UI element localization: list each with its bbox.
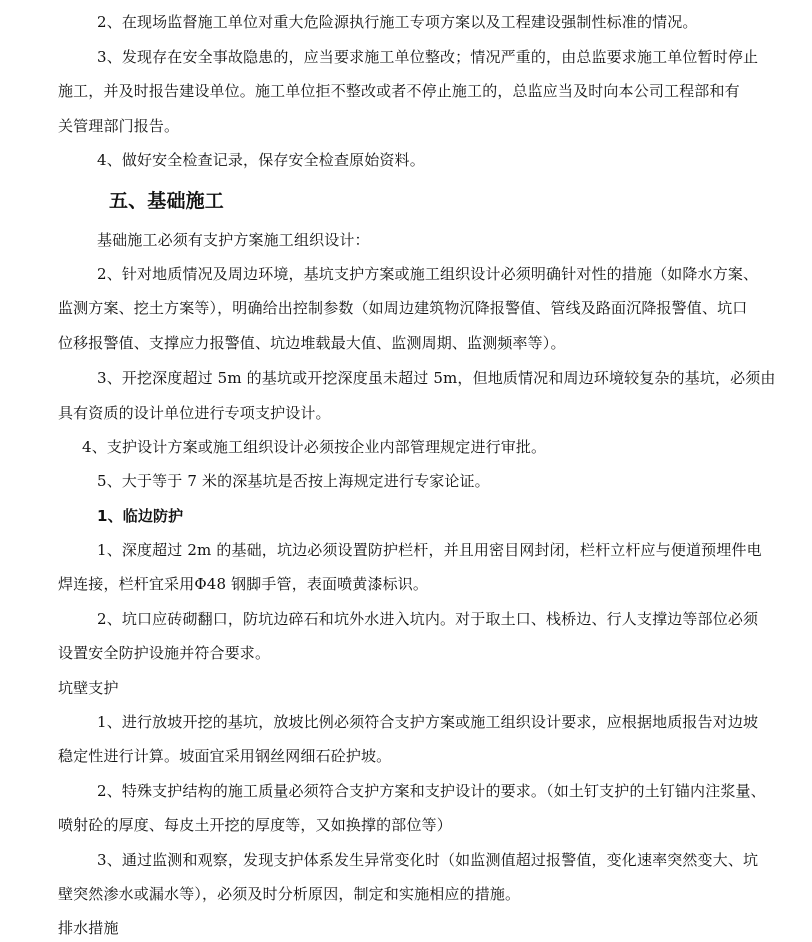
text-line: 3、发现存在安全事故隐患的，应当要求施工单位整改；情况严重的，由总监要求施工单位暂时停止: [97, 48, 759, 66]
text-line: 基础施工必须有支护方案施工组织设计：: [97, 231, 370, 249]
text-line: 设置安全防护设施并符合要求。: [58, 644, 271, 662]
text-line: 具有资质的设计单位进行专项支护设计。: [58, 404, 331, 422]
text-line: 1、进行放坡开挖的基坑，放坡比例必须符合支护方案或施工组织设计要求，应根据地质报告对边坡: [97, 713, 759, 731]
text-line: 4、支护设计方案或施工组织设计必须按企业内部管理规定进行审批。: [82, 438, 547, 456]
text-line: 壁突然渗水或漏水等），必须及时分析原因，制定和实施相应的措施。: [58, 885, 521, 903]
subsection-label: 排水措施: [58, 919, 119, 937]
text-line: 4、做好安全检查记录，保存安全检查原始资料。: [97, 151, 425, 169]
text-line: 焊连接，栏杆宜采用Φ48 钢脚手管，表面喷黄漆标识。: [58, 575, 429, 593]
text-line: 5、大于等于 7 米的深基坑是否按上海规定进行专家论证。: [97, 472, 490, 490]
text-line: 3、开挖深度超过 5m 的基坑或开挖深度虽未超过 5m，但地质情况和周边环境较复杂的基坑，必须由: [97, 369, 776, 387]
text-line: 2、针对地质情况及周边环境，基坑支护方案或施工组织设计必须明确针对性的措施（如降水方案、: [97, 265, 759, 283]
subsection-heading: 1、临边防护: [97, 507, 184, 525]
text-line: 监测方案、挖土方案等），明确给出控制参数（如周边建筑物沉降报警值、管线及路面沉降报警值、坑口: [58, 299, 748, 317]
text-line: 2、在现场监督施工单位对重大危险源执行施工专项方案以及工程建设强制性标准的情况。: [97, 13, 698, 31]
text-line: 2、特殊支护结构的施工质量必须符合支护方案和支护设计的要求。（如土钉支护的土钉锚内注浆量、: [97, 782, 766, 800]
text-line: 施工，并及时报告建设单位。施工单位拒不整改或者不停止施工的，总监应当及时向本公司工程部和有: [58, 82, 740, 100]
text-line: 3、通过监测和观察，发现支护体系发生异常变化时（如监测值超过报警值，变化速率突然变大、坑: [97, 851, 759, 869]
text-line: 关管理部门报告。: [58, 117, 180, 135]
text-line: 喷射砼的厚度、每皮土开挖的厚度等，又如换撑的部位等）: [58, 816, 452, 834]
text-line: 稳定性进行计算。坡面宜采用钢丝网细石砼护坡。: [58, 747, 392, 765]
text-line: 位移报警值、支撑应力报警值、坑边堆载最大值、监测周期、监测频率等）。: [58, 334, 566, 352]
text-line: 2、坑口应砖砌翻口，防坑边碎石和坑外水进入坑内。对于取土口、栈桥边、行人支撑边等部位必须: [97, 610, 759, 628]
subsection-label: 坑壁支护: [58, 679, 119, 697]
section-heading: 五、基础施工: [109, 190, 224, 212]
text-line: 1、深度超过 2m 的基础，坑边必须设置防护栏杆，并且用密目网封闭，栏杆立杆应与便道预埋件电: [97, 541, 762, 559]
